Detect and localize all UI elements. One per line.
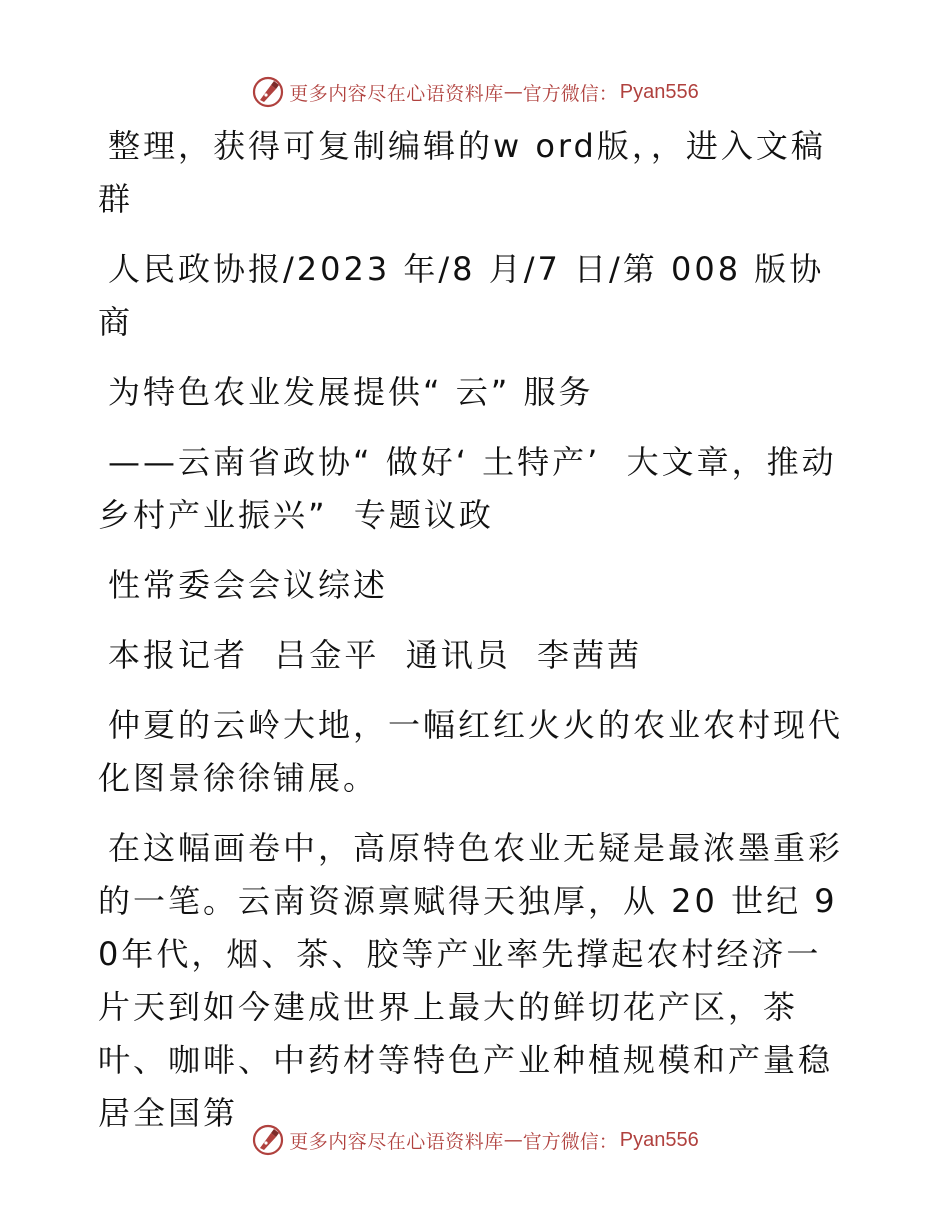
watermark-separator: —: [503, 81, 523, 103]
watermark-contact-id: Pyan556: [619, 80, 699, 103]
article-subtitle-continued: 性常委会会议综述: [108, 566, 389, 604]
paragraph-source: 人民政协报/2023 年/8 月/7 日/第 008 版协商: [98, 250, 825, 341]
watermark-text: 更多内容尽在心语资料库: [289, 82, 504, 105]
pen-nib-logo-icon: [251, 75, 285, 109]
article-subtitle: ——云南省政协“ 做好‘ 土特产’ 大文章，推动乡村产业振兴” 专题议政: [98, 443, 837, 534]
watermark-text: 更多内容尽在心语资料库: [289, 1130, 504, 1153]
document-body: [98, 120, 850, 1157]
header-watermark-banner: [0, 72, 950, 112]
pen-nib-logo-icon: [251, 1123, 285, 1157]
article-title: 为特色农业发展提供“ 云” 服务: [108, 373, 594, 411]
watermark-contact-label: 官方微信：: [522, 82, 618, 105]
paragraph-body-2: 在这幅画卷中，高原特色农业无疑是最浓墨重彩的一笔。云南资源禀赋得天独厚，从 20 世纪 90年代，烟、茶、胶等产业率先撑起农村经济一片天到如今建成世界上最大的鲜切花产区，茶叶、咖啡、中药材等特色产业种植规模和产量稳居全国第: [98, 829, 844, 1132]
paragraph-body-1: 仲夏的云岭大地，一幅红红火火的农业农村现代化图景徐徐铺展。: [98, 706, 844, 797]
footer-watermark-banner: [0, 1120, 950, 1160]
watermark-contact-label: 官方微信：: [522, 1130, 618, 1153]
paragraph-intro: 整理，获得可复制编辑的w ord版，，进入文稿群: [98, 127, 826, 218]
article-byline: 本报记者 吕金平 通讯员 李茜茜: [108, 636, 643, 674]
watermark-contact-id: Pyan556: [619, 1128, 699, 1151]
watermark-separator: —: [503, 1129, 523, 1151]
